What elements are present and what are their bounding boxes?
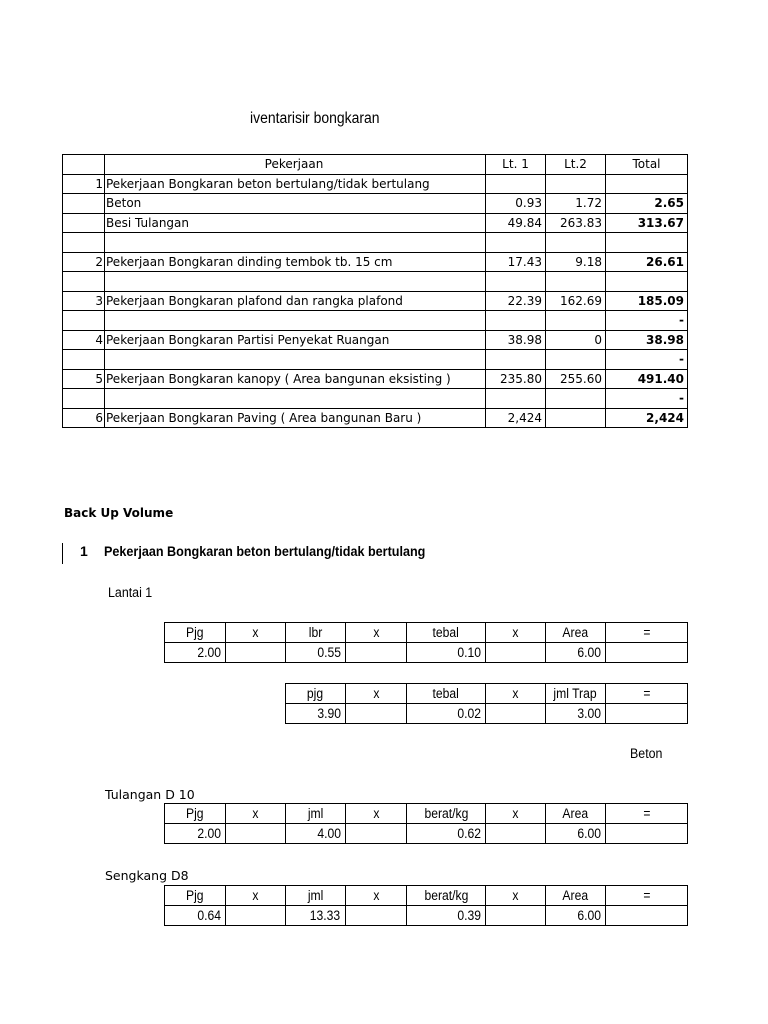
- table-cell: 0.93: [486, 194, 546, 214]
- tulangan-label: Tulangan D 10: [105, 787, 195, 802]
- table-row: [63, 272, 688, 292]
- calc-value-row: [165, 824, 688, 844]
- calc-cell: [286, 824, 346, 844]
- calc-cell-text: x: [512, 686, 519, 701]
- table-cell: 26.61: [606, 252, 688, 272]
- calc-header-row: [165, 804, 688, 824]
- calc-cell-text: x: [512, 888, 519, 903]
- calc-cell: [486, 684, 546, 704]
- summary-header-cell: Lt.2: [546, 155, 606, 175]
- table-row: [63, 369, 688, 389]
- table-cell: [546, 311, 606, 331]
- table-cell: [486, 311, 546, 331]
- table-row: [63, 408, 688, 428]
- calc-cell-text: Area: [562, 888, 589, 903]
- table-row: [63, 350, 688, 370]
- calc-cell-text: x: [372, 625, 380, 640]
- table-cell: 9.18: [546, 252, 606, 272]
- table-cell: [486, 389, 546, 409]
- calc-cell: [346, 886, 407, 906]
- table-cell: 162.69: [546, 291, 606, 311]
- calc-table-trap: [285, 683, 688, 724]
- table-cell: 235.80: [486, 369, 546, 389]
- calc-cell: [486, 824, 546, 844]
- calc-table-tulangan: [164, 803, 688, 844]
- table-cell: [105, 350, 486, 370]
- calc-cell-text: x: [372, 686, 380, 701]
- table-cell: [63, 213, 105, 233]
- table-cell: 263.83: [546, 213, 606, 233]
- table-cell: -: [606, 311, 688, 331]
- calc-cell: [165, 824, 226, 844]
- table-cell: [63, 311, 105, 331]
- calc-cell: [606, 643, 688, 663]
- table-cell: Pekerjaan Bongkaran dinding tembok tb. 15 cm: [105, 252, 486, 272]
- calc-cell-text: jml: [307, 888, 324, 903]
- table-row: [63, 213, 688, 233]
- calc-cell: [407, 643, 486, 663]
- table-cell: [105, 233, 486, 253]
- calc-cell-text: =: [642, 686, 651, 701]
- summary-header-cell: [63, 155, 105, 175]
- table-cell: 185.09: [606, 291, 688, 311]
- calc-cell: [546, 804, 606, 824]
- calc-cell: [606, 623, 688, 643]
- calc-cell-text: 0.02: [457, 706, 481, 721]
- backup-heading: Back Up Volume: [64, 506, 174, 520]
- table-row: [63, 291, 688, 311]
- calc-cell: [407, 804, 486, 824]
- lantai-label: Lantai 1: [108, 585, 153, 600]
- calc-cell-text: x: [252, 888, 259, 903]
- calc-cell: [346, 824, 407, 844]
- calc-cell-text: 3.00: [577, 706, 601, 721]
- calc-cell: [165, 623, 226, 643]
- calc-cell-text: 2.00: [197, 826, 221, 841]
- calc-cell: [606, 886, 688, 906]
- calc-cell-text: berat/kg: [424, 806, 468, 821]
- calc-cell: [286, 886, 346, 906]
- table-cell: [546, 350, 606, 370]
- table-cell: [63, 389, 105, 409]
- section-number: 1: [80, 543, 88, 559]
- calc-cell: [226, 886, 286, 906]
- summary-header-cell: Pekerjaan: [105, 155, 486, 175]
- calc-cell-text: 0.10: [457, 645, 481, 660]
- calc-value-row: [165, 643, 688, 663]
- table-cell: [606, 233, 688, 253]
- calc-cell-text: Area: [562, 625, 589, 640]
- table-cell: 38.98: [606, 330, 688, 350]
- calc-cell: [486, 906, 546, 926]
- table-cell: -: [606, 350, 688, 370]
- calc-table-beton-lantai: [164, 622, 688, 663]
- table-cell: 491.40: [606, 369, 688, 389]
- calc-cell-text: 0.55: [317, 645, 341, 660]
- table-cell: 255.60: [546, 369, 606, 389]
- calc-cell: [407, 704, 486, 724]
- calc-cell-text: pjg: [307, 686, 324, 701]
- text-cursor: [62, 543, 63, 564]
- calc-cell: [407, 623, 486, 643]
- calc-cell: [606, 824, 688, 844]
- calc-cell: [486, 886, 546, 906]
- table-cell: [546, 389, 606, 409]
- calc-cell-text: 0.64: [197, 908, 221, 923]
- calc-header-row: [165, 886, 688, 906]
- table-cell: 6: [63, 408, 105, 428]
- calc-cell-text: berat/kg: [424, 888, 468, 903]
- table-cell: [486, 350, 546, 370]
- calc-cell: [165, 886, 226, 906]
- table-cell: [486, 174, 546, 194]
- sengkang-label: Sengkang D8: [105, 868, 189, 883]
- table-row: [63, 311, 688, 331]
- calc-cell: [346, 804, 407, 824]
- calc-cell-text: =: [642, 888, 651, 903]
- calc-cell-text: Pjg: [186, 888, 204, 903]
- calc-cell-text: x: [512, 806, 519, 821]
- table-cell: [546, 408, 606, 428]
- calc-cell-text: 13.33: [309, 908, 341, 923]
- calc-cell-text: x: [252, 806, 259, 821]
- table-cell: 3: [63, 291, 105, 311]
- calc-cell-text: =: [642, 625, 651, 640]
- table-cell: 2,424: [606, 408, 688, 428]
- calc-cell-text: x: [512, 625, 519, 640]
- calc-cell: [606, 906, 688, 926]
- page-title: iventarisir bongkaran: [250, 110, 380, 127]
- calc-cell: [226, 906, 286, 926]
- calc-value-row: [165, 906, 688, 926]
- table-cell: Beton: [105, 194, 486, 214]
- calc-cell: [486, 643, 546, 663]
- calc-cell-text: 0.62: [457, 826, 481, 841]
- calc-cell: [407, 906, 486, 926]
- table-row: [63, 252, 688, 272]
- calc-cell-text: Pjg: [186, 625, 204, 640]
- calc-cell: [546, 623, 606, 643]
- table-cell: Besi Tulangan: [105, 213, 486, 233]
- calc-cell: [165, 804, 226, 824]
- calc-table-sengkang: [164, 885, 688, 926]
- table-cell: 2,424: [486, 408, 546, 428]
- table-cell: [486, 233, 546, 253]
- calc-cell-text: 3.90: [317, 706, 341, 721]
- calc-cell-text: lbr: [308, 625, 323, 640]
- calc-cell-text: jml Trap: [553, 686, 598, 701]
- calc-cell: [546, 824, 606, 844]
- table-cell: Pekerjaan Bongkaran Partisi Penyekat Ruangan: [105, 330, 486, 350]
- calc-cell-text: 6.00: [577, 826, 601, 841]
- calc-cell: [486, 704, 546, 724]
- calc-header-row: [165, 623, 688, 643]
- calc-cell: [286, 643, 346, 663]
- table-row: [63, 330, 688, 350]
- calc-cell: [286, 704, 346, 724]
- table-cell: 0: [546, 330, 606, 350]
- calc-cell-text: 0.39: [457, 908, 481, 923]
- table-row: [63, 233, 688, 253]
- table-cell: Pekerjaan Bongkaran beton bertulang/tidak bertulang: [105, 174, 486, 194]
- table-cell: [546, 233, 606, 253]
- table-cell: Pekerjaan Bongkaran plafond dan rangka plafond: [105, 291, 486, 311]
- calc-cell: [286, 906, 346, 926]
- calc-cell-text: =: [642, 806, 651, 821]
- calc-cell: [407, 684, 486, 704]
- table-cell: 17.43: [486, 252, 546, 272]
- calc-value-row: [286, 704, 688, 724]
- calc-cell: [346, 643, 407, 663]
- table-cell: [63, 272, 105, 292]
- calc-cell: [546, 704, 606, 724]
- table-cell: 1: [63, 174, 105, 194]
- table-cell: 2: [63, 252, 105, 272]
- calc-cell: [546, 643, 606, 663]
- table-cell: 2.65: [606, 194, 688, 214]
- table-cell: -: [606, 389, 688, 409]
- calc-cell: [486, 804, 546, 824]
- calc-cell: [606, 684, 688, 704]
- table-cell: [486, 272, 546, 292]
- table-cell: [63, 350, 105, 370]
- calc-cell-text: x: [372, 806, 380, 821]
- calc-cell: [165, 643, 226, 663]
- calc-cell: [286, 623, 346, 643]
- calc-cell-text: 6.00: [577, 908, 601, 923]
- table-cell: 38.98: [486, 330, 546, 350]
- calc-cell-text: Pjg: [186, 806, 204, 821]
- table-cell: [63, 194, 105, 214]
- table-cell: [105, 272, 486, 292]
- table-cell: 1.72: [546, 194, 606, 214]
- calc-cell: [226, 623, 286, 643]
- table-cell: 313.67: [606, 213, 688, 233]
- calc-cell: [346, 704, 407, 724]
- summary-header-cell: Total: [606, 155, 688, 175]
- calc-header-row: [286, 684, 688, 704]
- calc-cell: [346, 623, 407, 643]
- calc-cell-text: Area: [562, 806, 589, 821]
- table-cell: [105, 389, 486, 409]
- table-cell: 22.39: [486, 291, 546, 311]
- table-row: [63, 194, 688, 214]
- table-cell: [546, 272, 606, 292]
- calc-cell-text: tebal: [432, 686, 460, 701]
- beton-label: Beton: [630, 746, 663, 761]
- calc-cell-text: 6.00: [577, 645, 601, 660]
- calc-cell: [346, 906, 407, 926]
- table-cell: [546, 174, 606, 194]
- summary-header-row: [63, 155, 688, 175]
- calc-cell-text: tebal: [432, 625, 460, 640]
- table-cell: Pekerjaan Bongkaran kanopy ( Area bangunan eksisting ): [105, 369, 486, 389]
- calc-cell: [226, 643, 286, 663]
- calc-cell: [546, 886, 606, 906]
- calc-cell-text: x: [252, 625, 259, 640]
- table-cell: 49.84: [486, 213, 546, 233]
- calc-cell: [407, 886, 486, 906]
- table-row: [63, 389, 688, 409]
- calc-cell: [226, 824, 286, 844]
- table-row: [63, 174, 688, 194]
- table-cell: Pekerjaan Bongkaran Paving ( Area bangunan Baru ): [105, 408, 486, 428]
- table-cell: [606, 174, 688, 194]
- calc-cell: [165, 906, 226, 926]
- calc-cell: [407, 824, 486, 844]
- table-cell: [63, 233, 105, 253]
- table-cell: [606, 272, 688, 292]
- calc-cell-text: 4.00: [317, 826, 341, 841]
- table-cell: 4: [63, 330, 105, 350]
- summary-header-cell: Lt. 1: [486, 155, 546, 175]
- calc-cell: [286, 804, 346, 824]
- calc-cell: [226, 804, 286, 824]
- calc-cell: [546, 684, 606, 704]
- calc-cell: [546, 906, 606, 926]
- table-cell: 5: [63, 369, 105, 389]
- calc-cell: [286, 684, 346, 704]
- calc-cell: [486, 623, 546, 643]
- calc-cell-text: x: [372, 888, 380, 903]
- calc-cell: [346, 684, 407, 704]
- calc-cell-text: jml: [307, 806, 324, 821]
- calc-cell: [606, 804, 688, 824]
- table-cell: [105, 311, 486, 331]
- section-title: Pekerjaan Bongkaran beton bertulang/tidak bertulang: [104, 543, 426, 559]
- calc-cell-text: 2.00: [197, 645, 221, 660]
- summary-table: [62, 154, 688, 428]
- calc-cell: [606, 704, 688, 724]
